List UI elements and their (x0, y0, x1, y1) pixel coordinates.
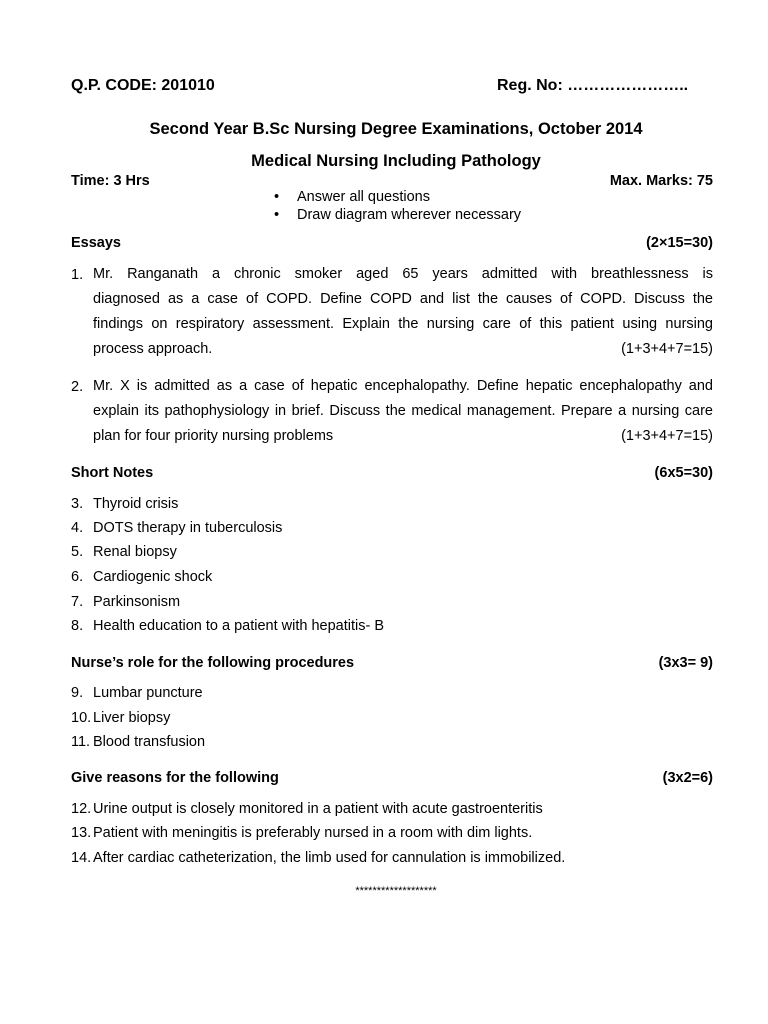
max-marks: Max. Marks: 75 (609, 173, 713, 189)
time-label: Time: 3 Hrs (71, 173, 150, 189)
question-text (93, 374, 713, 449)
instruction-item: Answer all questions (297, 189, 430, 205)
bullet-icon: • (274, 207, 280, 223)
list-item: Patient with meningitis is preferably nursed in a room with dim lights. (93, 825, 533, 841)
list-item: Lumbar puncture (93, 685, 203, 701)
exam-title: Second Year B.Sc Nursing Degree Examinations, October 2014 (149, 120, 643, 138)
question-marks: (1+3+4+7=15) (621, 341, 713, 357)
question-line: findings on respiratory assessment. Explain the nursing care of this patient using nursing (93, 316, 713, 332)
section-marks-nurse-role: (3x3= 9) (658, 655, 713, 671)
list-item: DOTS therapy in tuberculosis (93, 520, 283, 536)
item-number: 9. (71, 685, 84, 701)
list-item: Urine output is closely monitored in a patient with acute gastroenteritis (93, 801, 543, 817)
item-number: 3. (71, 496, 84, 512)
subject-title: Medical Nursing Including Pathology (251, 152, 541, 170)
list-item: Renal biopsy (93, 544, 177, 560)
question-line-last (93, 337, 713, 362)
item-number: 5. (71, 544, 84, 560)
list-item: Parkinsonism (93, 594, 181, 610)
end-mark: ******************* (355, 885, 437, 897)
question-line: Mr. X is admitted as a case of hepatic encephalopathy. Define hepatic encephalopathy and (93, 378, 713, 394)
item-number: 4. (71, 520, 84, 536)
list-item: Cardiogenic shock (93, 569, 213, 585)
question-line: explain its pathophysiology in brief. Discuss the medical management. Prepare a nursing care (93, 403, 713, 419)
section-heading-nurse-role: Nurse’s role for the following procedures (71, 655, 355, 671)
question-text (93, 262, 713, 362)
question-line: diagnosed as a case of COPD. Define COPD and list the causes of COPD. Discuss the (93, 291, 713, 307)
question-line: plan for four priority nursing problems (93, 428, 334, 444)
question-line: Mr. Ranganath a chronic smoker aged 65 years admitted with breathlessness is (93, 266, 713, 282)
question-line-last (93, 424, 713, 449)
instruction-item: Draw diagram wherever necessary (297, 207, 522, 223)
section-heading-short-notes: Short Notes (71, 465, 154, 481)
list-item: Health education to a patient with hepatitis- B (93, 618, 384, 634)
section-heading-essays: Essays (71, 235, 121, 251)
item-number: 10. (71, 710, 92, 726)
question-line: process approach. (93, 341, 213, 357)
reg-no: Reg. No: ………………….. (497, 77, 689, 94)
item-number: 13. (71, 825, 92, 841)
section-marks-reasons: (3x2=6) (662, 770, 713, 786)
qp-code: Q.P. CODE: 201010 (71, 77, 215, 94)
list-item: Liver biopsy (93, 710, 171, 726)
item-number: 12. (71, 801, 92, 817)
question-marks: (1+3+4+7=15) (621, 428, 713, 444)
question-number: 2. (71, 379, 84, 395)
list-item: After cardiac catheterization, the limb used for cannulation is immobilized. (93, 850, 566, 866)
question-number: 1. (71, 267, 84, 283)
list-item: Blood transfusion (93, 734, 206, 750)
list-item: Thyroid crisis (93, 496, 179, 512)
section-marks-essays: (2×15=30) (646, 235, 713, 251)
item-number: 6. (71, 569, 84, 585)
bullet-icon: • (274, 189, 280, 205)
item-number: 7. (71, 594, 84, 610)
item-number: 14. (71, 850, 92, 866)
section-marks-short-notes: (6x5=30) (654, 465, 713, 481)
section-heading-reasons: Give reasons for the following (71, 770, 279, 786)
item-number: 11. (71, 734, 91, 750)
item-number: 8. (71, 618, 84, 634)
